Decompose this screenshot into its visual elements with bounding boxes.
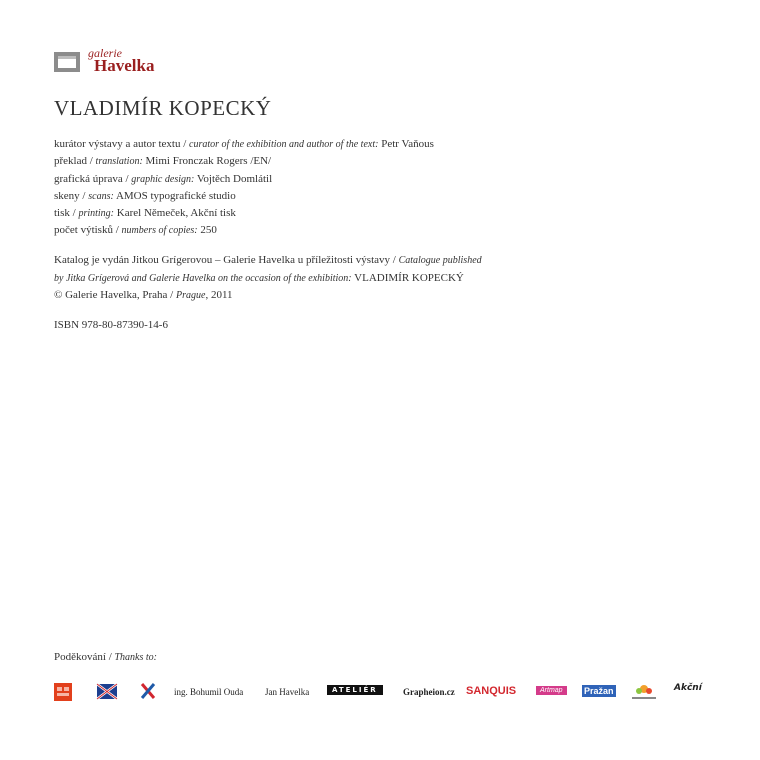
logo-havelka-text: Havelka xyxy=(94,56,155,75)
copyright-city-en: Prague xyxy=(175,290,206,301)
catalog-text-en: Catalogue published xyxy=(398,255,482,266)
credit-label: tisk / xyxy=(54,207,76,220)
credit-value: Karel Němeček, Akční tisk xyxy=(116,207,236,220)
credit-label: grafická úprava / xyxy=(54,172,129,185)
credit-line xyxy=(54,222,434,239)
copyright-year: , 2011 xyxy=(205,289,233,301)
red-square-logo-icon xyxy=(54,682,72,702)
gallery-logo xyxy=(54,46,174,76)
page-title: VLADIMÍR KOPECKÝ xyxy=(54,96,272,120)
logo-square-icon xyxy=(54,52,80,72)
sponsor-grapheion: Grapheion.cz xyxy=(403,687,455,697)
catalog-line-1 xyxy=(54,252,482,270)
credit-line xyxy=(54,171,434,188)
credit-line xyxy=(54,153,434,170)
cross-logo-icon xyxy=(140,682,156,702)
credit-value: Petr Vaňous xyxy=(381,138,434,150)
thanks-en: Thanks to: xyxy=(114,652,157,663)
credit-label: překlad / xyxy=(54,155,93,168)
credits-block xyxy=(54,136,434,240)
sponsor-atelier: ATELIÉR xyxy=(327,685,383,695)
sponsor-akcni: Akční xyxy=(674,683,702,693)
credit-value: Vojtěch Domlátil xyxy=(196,172,273,185)
sponsor-sanquis: SANQUIS xyxy=(466,685,517,697)
logo-galerie-text: galerie xyxy=(88,46,122,60)
credit-label-en: numbers of copies: xyxy=(121,225,198,237)
credit-line xyxy=(54,188,434,205)
catalog-line-3 xyxy=(54,287,482,305)
credit-label: skeny / xyxy=(54,189,86,202)
sponsor-havelka: Jan Havelka xyxy=(265,687,310,697)
catalog-artist-name: VLADIMÍR KOPECKÝ xyxy=(354,271,464,284)
thanks-heading xyxy=(54,651,157,663)
credit-label-en: translation: xyxy=(95,156,143,168)
credit-value: 250 xyxy=(200,224,217,237)
sponsor-prazan: Pražan xyxy=(584,686,614,696)
copyright-text: © Galerie Havelka, Praha / xyxy=(54,289,174,301)
sponsor-logos xyxy=(54,682,714,704)
credit-value: Mimi Fronczak Rogers /EN/ xyxy=(145,155,272,168)
sponsor-artmap: Artmap xyxy=(536,686,567,695)
isbn-text: ISBN 978-80-87390-14-6 xyxy=(54,319,168,331)
credit-label: počet výtisků / xyxy=(54,224,119,237)
credit-value: AMOS typografické studio xyxy=(115,189,236,202)
catalog-line-2 xyxy=(54,270,482,288)
credit-line xyxy=(54,205,434,222)
credit-label-en: graphic design: xyxy=(131,173,195,185)
credit-label: kurátor výstavy a autor textu / xyxy=(54,138,187,150)
catalog-text-en-2: by Jitka Grígerová and Galerie Havelka on the occasion of the exhibition: xyxy=(54,272,352,284)
flower-logo-icon xyxy=(629,682,659,702)
flag-logo-icon xyxy=(96,682,118,702)
catalog-paragraph xyxy=(54,252,482,305)
thanks-cz: Poděkování / xyxy=(54,651,112,663)
catalog-text-cz: Katalog je vydán Jitkou Grígerovou – Galerie Havelka u příležitosti výstavy / xyxy=(54,254,396,266)
credit-label-en: curator of the exhibition and author of the text: xyxy=(189,139,379,150)
credit-label-en: scans: xyxy=(88,190,114,202)
sponsor-ouda: ing. Bohumil Ouda xyxy=(174,687,244,697)
credit-label-en: printing: xyxy=(78,208,115,220)
credit-line xyxy=(54,136,434,153)
